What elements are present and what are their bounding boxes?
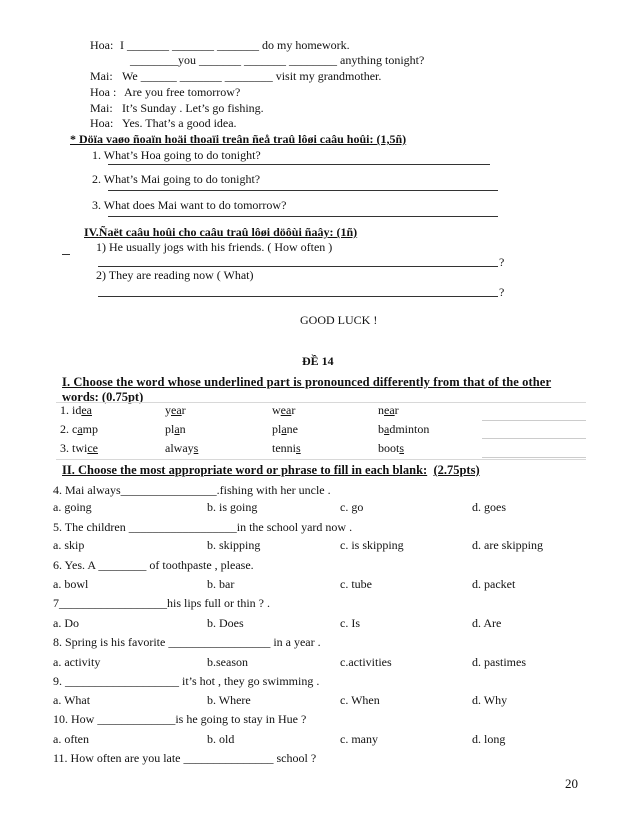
option[interactable]: a. bowl <box>53 577 89 591</box>
answer-section-heading: * Döïa vaøo ñoaïn hoäi thoaïi treân ñeå traû lôøi caâu hoûi: (1,5ñ) <box>70 132 407 146</box>
option[interactable]: a. What <box>53 693 91 707</box>
dialogue-line: Hoa: I _______ _______ _______ do my homework. <box>90 38 350 52</box>
table-divider <box>482 438 586 439</box>
word-cell: 2. camp <box>60 422 98 436</box>
dialogue-line: Hoa : Are you free tomorrow? <box>90 85 241 99</box>
margin-mark <box>62 254 70 255</box>
iv-answer-line[interactable] <box>98 266 498 267</box>
section-iv-heading: IV.Ñaët caâu hoûi cho caâu traû lôøi döôùi ñaây: (1ñ) <box>84 225 358 239</box>
answer-question: 3. What does Mai want to do tomorrow? <box>92 198 287 212</box>
option[interactable]: b. bar <box>207 577 235 591</box>
option[interactable]: a. skip <box>53 538 85 552</box>
dialogue-line: Hoa: Yes. That’s a good idea. <box>90 116 237 130</box>
option[interactable]: d. goes <box>472 500 506 514</box>
option[interactable]: b.season <box>207 655 248 669</box>
page-number: 20 <box>565 776 578 791</box>
part1-heading-cont: words: (0.75pt) <box>62 390 144 404</box>
dialogue-line: Mai: We ______ _______ ________ visit my grandmother. <box>90 69 382 83</box>
option[interactable]: b. skipping <box>207 538 261 552</box>
option[interactable]: c.activities <box>340 655 392 669</box>
word-cell: tennis <box>272 441 301 455</box>
option[interactable]: b. Where <box>207 693 251 707</box>
option[interactable]: d. are skipping <box>472 538 543 552</box>
mc-question: 8. Spring is his favorite _________________ in a year . <box>53 635 321 649</box>
word-cell: badminton <box>378 422 430 436</box>
option[interactable]: b. Does <box>207 616 244 630</box>
table-divider <box>56 459 586 460</box>
answer-line[interactable] <box>108 216 498 217</box>
mc-question: 11. How often are you late _______________ school ? <box>53 751 317 765</box>
option[interactable]: a. activity <box>53 655 101 669</box>
word-cell: near <box>378 403 399 417</box>
dialogue-line: ________you _______ _______ ________ anything tonight? <box>130 53 425 67</box>
mc-question: 9. ___________________ it’s hot , they go swimming . <box>53 674 320 688</box>
option[interactable]: a. Do <box>53 616 79 630</box>
iv-question: 2) They are reading now ( What) <box>96 268 254 282</box>
option[interactable]: d. Are <box>472 616 502 630</box>
mc-question: 10. How _____________is he going to stay in Hue ? <box>53 712 307 726</box>
word-cell: year <box>165 403 186 417</box>
table-divider <box>56 402 586 403</box>
option[interactable]: d. pastimes <box>472 655 526 669</box>
option[interactable]: d. Why <box>472 693 508 707</box>
option[interactable]: d. packet <box>472 577 516 591</box>
option[interactable]: b. is going <box>207 500 258 514</box>
word-cell: wear <box>272 403 296 417</box>
option[interactable]: b. old <box>207 732 235 746</box>
mc-question: 6. Yes. A ________ of toothpaste , please. <box>53 558 254 572</box>
word-cell: boots <box>378 441 405 455</box>
option[interactable]: a. going <box>53 500 92 514</box>
table-divider <box>482 457 586 458</box>
option[interactable]: c. tube <box>340 577 372 591</box>
option[interactable]: c. Is <box>340 616 360 630</box>
dialogue-line: Mai: It’s Sunday . Let’s go fishing. <box>90 101 264 115</box>
good-luck: GOOD LUCK ! <box>300 313 378 327</box>
table-divider <box>482 420 586 421</box>
answer-line[interactable] <box>108 190 498 191</box>
iv-answer-line[interactable] <box>98 296 498 297</box>
iv-question: 1) He usually jogs with his friends. ( How often ) <box>96 240 333 254</box>
part1-heading: I. Choose the word whose underlined part is pronounced differently from that of the other <box>62 375 552 389</box>
word-cell: plan <box>165 422 186 436</box>
mc-question: 4. Mai always________________.fishing with her uncle . <box>53 483 331 497</box>
option[interactable]: c. many <box>340 732 378 746</box>
option[interactable]: c. is skipping <box>340 538 404 552</box>
option[interactable]: c. go <box>340 500 364 514</box>
part2-heading: II. Choose the most appropriate word or phrase to fill in each blank: (2.75pts) <box>62 463 480 477</box>
iv-question-mark: ? <box>499 255 505 269</box>
answer-question: 1. What’s Hoa going to do tonight? <box>92 148 261 162</box>
word-cell: 1. idea <box>60 403 92 417</box>
option[interactable]: c. When <box>340 693 380 707</box>
iv-question-mark: ? <box>499 285 505 299</box>
answer-question: 2. What’s Mai going to do tonight? <box>92 172 261 186</box>
answer-line[interactable] <box>108 164 490 165</box>
option[interactable]: a. often <box>53 732 89 746</box>
word-cell: plane <box>272 422 298 436</box>
word-cell: 3. twice <box>60 441 98 455</box>
mc-question: 7__________________his lips full or thin ? . <box>53 596 270 610</box>
option[interactable]: d. long <box>472 732 506 746</box>
exam-title: ĐỀ 14 <box>302 354 334 368</box>
word-cell: always <box>165 441 199 455</box>
mc-question: 5. The children __________________in the school yard now . <box>53 520 353 534</box>
